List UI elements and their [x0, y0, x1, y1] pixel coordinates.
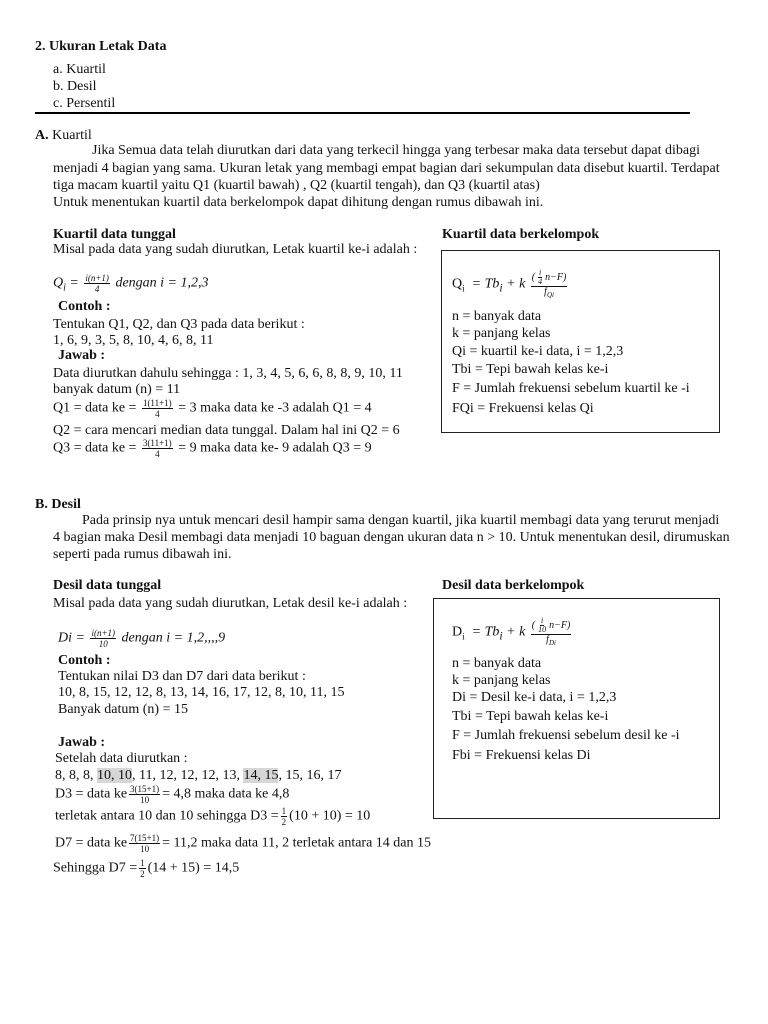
kuartil-contoh-data: 1, 6, 9, 3, 5, 8, 10, 4, 6, 8, 11: [53, 333, 214, 348]
desil-def-di: Di = Desil ke-i data, i = 1,2,3: [452, 690, 617, 705]
toc-item-kuartil: a. Kuartil: [53, 62, 106, 77]
toc-item-persentil: c. Persentil: [53, 96, 116, 111]
desil-intro-line-2: 4 bagian maka Desil membagi data menjadi 10 baguan dengan ukuran data n > 10. Untuk menentukan desil, dirumuskan: [53, 530, 730, 545]
desil-single-desc: Misal pada data yang sudah diurutkan, Letak desil ke-i adalah :: [53, 596, 408, 611]
kuartil-intro-line-4: Untuk menentukan kuartil data berkelompok dapat dihitung dengan rumus dibawah ini.: [53, 195, 544, 210]
kuartil-def-fqi: FQi = Frekuensi kelas Qi: [452, 401, 594, 416]
desil-d3-line: D3 = data ke $\frac{3(15+1)}{10}$ = 4,8 maka data ke 4,8: [55, 784, 290, 805]
kuartil-jawab-line-2: banyak datum (n) = 11: [53, 382, 181, 397]
desil-single-formula: Di = $\frac{i(n+1)}{10}$ dengan i = 1,2,,,,9: [58, 628, 226, 649]
desil-group-formula: $D_i = Tb_i + k$ ( $\frac{i}{10}$ n−F) $f_{Di}$: [452, 616, 571, 647]
kuartil-contoh-question: Tentukan Q1, Q2, dan Q3 pada data berikut :: [53, 317, 305, 332]
kuartil-single-desc: Misal pada data yang sudah diurutkan, Letak kuartil ke-i adalah :: [53, 242, 418, 257]
kuartil-q1-line: Q1 = data ke = $\frac{1(11+1)}{4}$ = 3 maka data ke -3 adalah Q1 = 4: [53, 398, 372, 419]
kuartil-intro-line-2: menjadi 4 bagian yang sama. Ukuran letak yang membagi empat bagian dari sekumpulan data disebut kuartil. Terdapat: [53, 161, 720, 176]
desil-contoh-data: 10, 8, 15, 12, 12, 8, 13, 14, 16, 17, 12, 8, 10, 11, 15: [58, 685, 345, 700]
kuartil-q2-line: Q2 = cara mencari median data tunggal. Dalam hal ini Q2 = 6: [53, 423, 400, 438]
section-title: 2. Ukuran Letak Data: [35, 39, 167, 54]
desil-contoh-n: Banyak datum (n) = 15: [58, 702, 188, 717]
kuartil-def-qi: Qi = kuartil ke-i data, i = 1,2,3: [452, 344, 624, 359]
kuartil-single-formula: $Q_i$ = $\frac{i(n+1)}{4}$ dengan i = 1,2,3: [53, 273, 209, 294]
desil-def-n: n = banyak data: [452, 656, 542, 671]
desil-def-f: F = Jumlah frekuensi sebelum desil ke -i: [452, 728, 680, 743]
desil-group-title: Desil data berkelompok: [442, 578, 585, 593]
kuartil-def-n: n = banyak data: [452, 309, 542, 324]
kuartil-def-tbi: Tbi = Tepi bawah kelas ke-i: [452, 362, 609, 377]
highlight-d7-values: 14, 15: [243, 768, 279, 783]
kuartil-single-title: Kuartil data tunggal: [53, 227, 176, 242]
desil-group-box: [433, 598, 720, 819]
highlight-d3-values: 10, 10: [97, 768, 132, 783]
desil-def-tbi: Tbi = Tepi bawah kelas ke-i: [452, 709, 609, 724]
kuartil-group-formula: $Q_i = Tb_i + k$ ( $\frac{i}{4}$ n−F) $f_{Qi}$: [452, 268, 567, 299]
desil-single-title: Desil data tunggal: [53, 578, 162, 593]
kuartil-heading: A. Kuartil: [35, 128, 92, 143]
kuartil-group-title: Kuartil data berkelompok: [442, 227, 600, 242]
desil-d7-result-line: Sehingga D7 = $\frac{1}{2}$ (14 + 15) = 14,5: [53, 858, 240, 879]
kuartil-def-f: F = Jumlah frekuensi sebelum kuartil ke -i: [452, 381, 690, 396]
desil-def-k: k = panjang kelas: [452, 673, 551, 688]
kuartil-contoh-label: Contoh :: [58, 299, 111, 314]
desil-d7-line: D7 = data ke $\frac{7(15+1)}{10}$ = 11,2 maka data 11, 2 terletak antara 14 dan 15: [55, 833, 432, 854]
kuartil-def-k: k = panjang kelas: [452, 326, 551, 341]
desil-contoh-question: Tentukan nilai D3 dan D7 dari data berikut :: [58, 669, 306, 684]
desil-d3-result-line: terletak antara 10 dan 10 sehingga D3 = $\frac{1}{2}$ (10 + 10) = 10: [55, 806, 371, 827]
desil-def-fbi: Fbi = Frekuensi kelas Di: [452, 748, 591, 763]
kuartil-intro-line-3: tiga macam kuartil yaitu Q1 (kuartil bawah) , Q2 (kuartil tengah), dan Q3 (kuartil atas): [53, 178, 540, 193]
divider: [35, 112, 690, 114]
desil-jawab-label: Jawab :: [58, 735, 106, 750]
kuartil-intro-line-1: Jika Semua data telah diurutkan dari data yang terkecil hingga yang terbesar maka data tersebut dapat dibagi: [92, 143, 700, 158]
kuartil-q3-line: Q3 = data ke = $\frac{3(11+1)}{4}$ = 9 maka data ke- 9 adalah Q3 = 9: [53, 438, 372, 459]
kuartil-jawab-line-1: Data diurutkan dahulu sehingga : 1, 3, 4, 5, 6, 6, 8, 8, 9, 10, 11: [53, 366, 403, 381]
desil-sorted-label: Setelah data diurutkan :: [55, 751, 188, 766]
desil-intro-line-1: Pada prinsip nya untuk mencari desil hampir sama dengan kuartil, jika kuartil membagi data yang terurut menjadi: [82, 513, 720, 528]
desil-contoh-label: Contoh :: [58, 653, 111, 668]
desil-heading: B. Desil: [35, 497, 81, 512]
desil-intro-line-3: seperti pada rumus dibawah ini.: [53, 547, 232, 562]
desil-sorted-data: 8, 8, 8, 10, 10, 11, 12, 12, 12, 13, 14, 15, 15, 16, 17: [55, 768, 342, 783]
kuartil-jawab-label: Jawab :: [58, 348, 106, 363]
kuartil-group-box: [441, 250, 720, 433]
toc-item-desil: b. Desil: [53, 79, 97, 94]
